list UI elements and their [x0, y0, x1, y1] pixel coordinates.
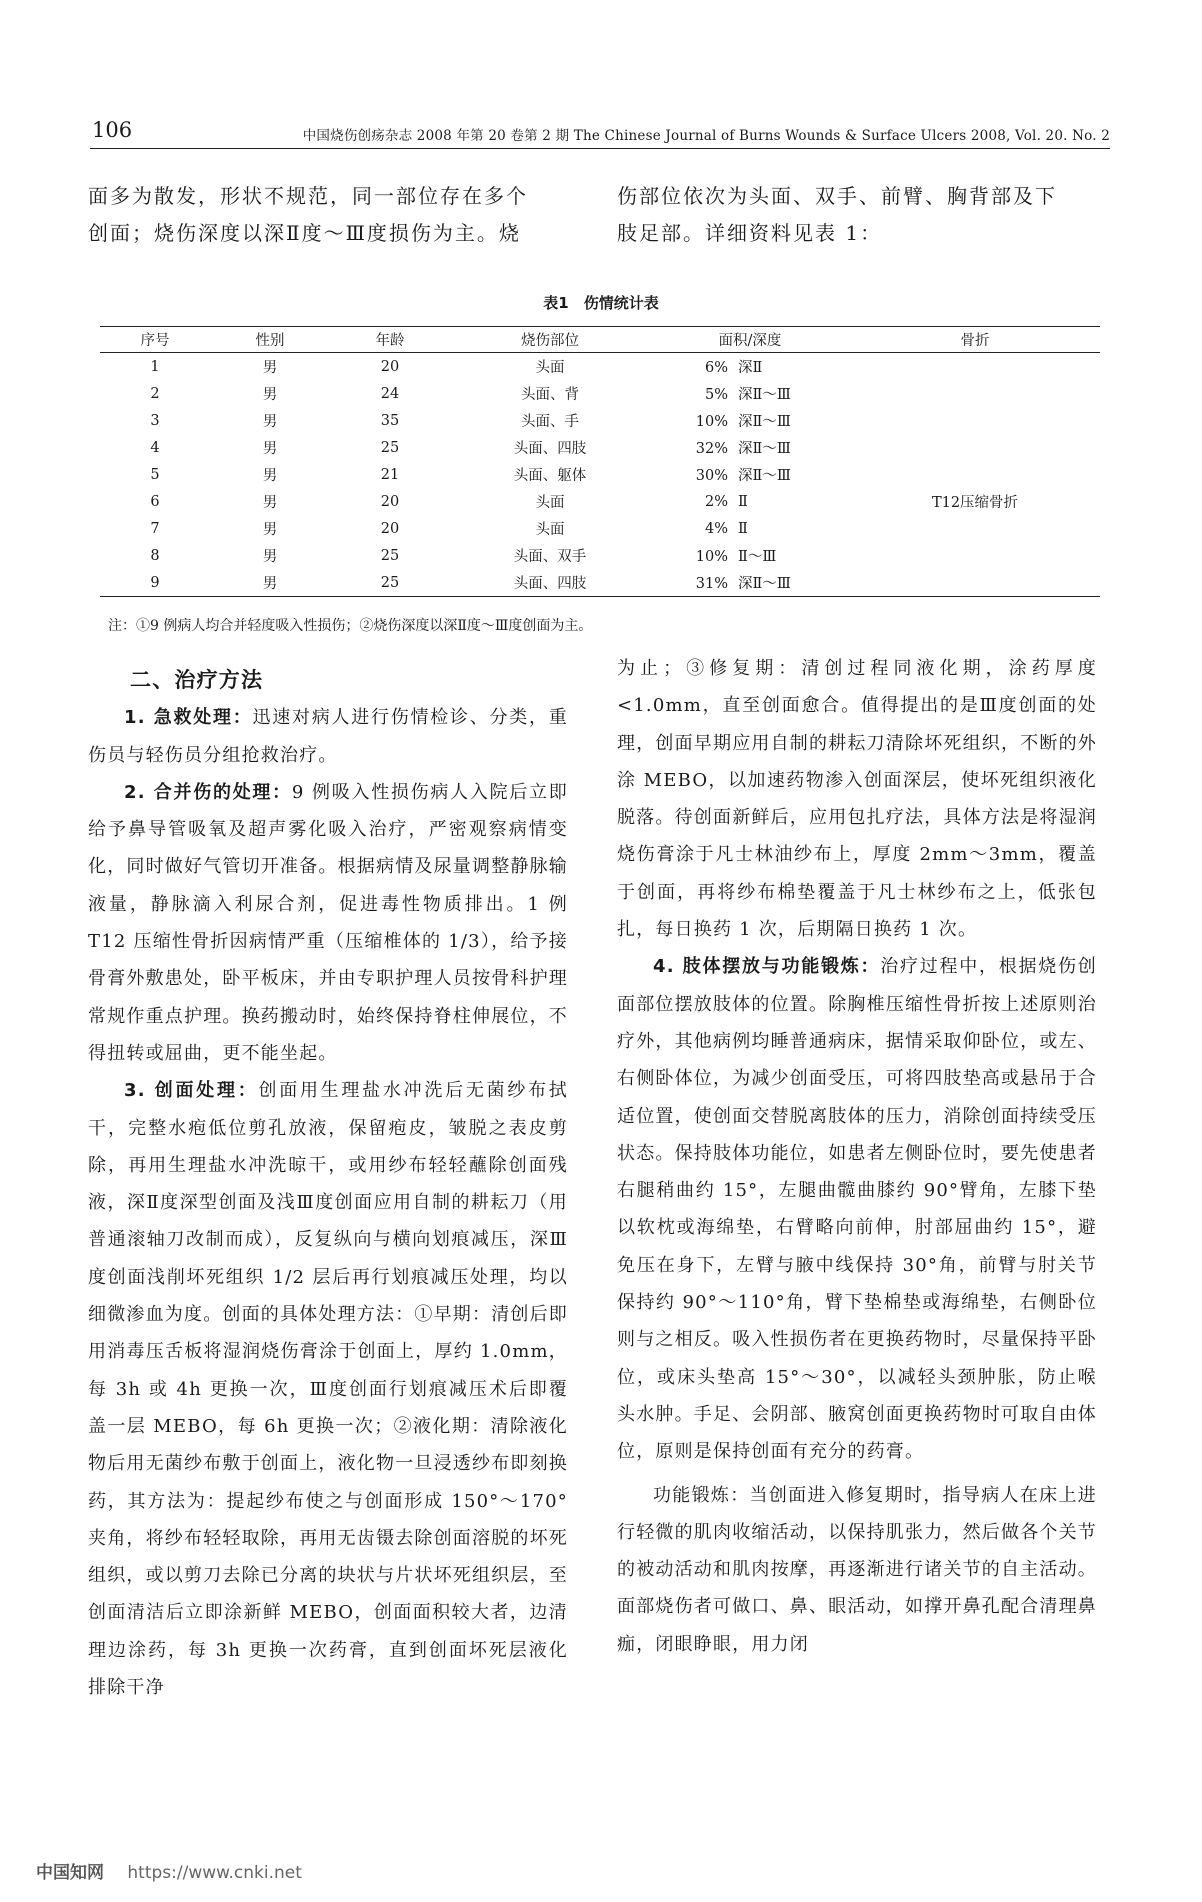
- cell-area-depth: [650, 407, 850, 434]
- cell-fracture: [850, 461, 1100, 488]
- area-value: 31%: [695, 576, 728, 592]
- cell-sex: 男: [262, 360, 278, 376]
- col-header: 烧伤部位: [450, 327, 650, 353]
- cell-area-depth: [650, 488, 850, 515]
- cell-site: 头面、躯体: [513, 468, 587, 484]
- cell-site: 头面、手: [521, 414, 579, 430]
- cell-no: 6: [150, 493, 160, 510]
- depth-value: Ⅱ～Ⅲ: [738, 549, 777, 565]
- injury-stats-table: [100, 326, 1100, 597]
- paragraph-body: 创面用生理盐水冲洗后无菌纱布拭干，完整水疱低位剪孔放液，保留疱皮，皱脱之表皮剪除，再用生理盐水冲洗晾干，或用纱布轻轻蘸除创面残液，深Ⅱ度深型创面及浅Ⅲ度创面应用自制的耕耘刀（用普通滚轴刀改制而成），反复纵向与横向划痕减压，深Ⅲ度创面浅削坏死组织 1/2 层后再行划痕减压处理，均以细微渗血为度。创面的具体处理方法：①早期：清创后即用消毒压舌板将湿润烧伤膏涂于创面上，厚约 1.0mm，每 3h 或 4h 更换一次，Ⅲ度创面行划痕减压术后即覆盖一层 MEBO，每 6h 更换一次；②液化期：清除液化物后用无菌纱布敷于创面上，液化物一旦浸透纱布即刻换药，其方法为：提起纱布使之与创面形成 150°～170°夹角，将纱布轻轻取除，再用无齿镊去除创面溶脱的坏死组织，或以剪刀去除已分离的块状与片状坏死组织层，至创面清洁后立即涂新鲜 MEBO，创面面积较大者，边清理边涂药，每 3h 更换一次药膏，直到创面坏死层液化排除干净: [88, 1080, 569, 1699]
- area-value: 10%: [695, 414, 728, 430]
- cell-age: 25: [380, 547, 400, 564]
- cell-age: 20: [380, 520, 400, 537]
- table-caption: 表1 伤情统计表: [543, 294, 659, 312]
- cell-fracture: [850, 434, 1100, 461]
- area-value: 4%: [704, 520, 728, 537]
- col-header: 年龄: [330, 327, 450, 353]
- paragraph-body: 治疗过程中，根据烧伤创面部位摆放肢体的位置。除胸椎压缩性骨折按上述原则治疗外，其他病例均睡普通病床，据情采取仰卧位，或左、右侧卧体位，为减少创面受压，可将四肢垫高或悬吊于合适位置，使创面交替脱离肢体的压力，消除创面持续受压状态。保持肢体功能位，如患者左侧卧位时，要先使患者右腿稍曲约 15°，左腿曲髋曲膝约 90°臂角，左膝下垫以软枕或海绵垫，右臂略向前伸，肘部屈曲约 15°，避免压在身下，左臂与腋中线保持 30°角，前臂与肘关节保持约 90°～110°角，臂下垫棉垫或海绵垫，右侧卧位则与之相反。吸入性损伤者在更换药物时，尽量保持平卧位，或床头垫高 15°～30°，以减轻头颈肿胀，防止喉头水肿。手足、会阴部、腋窝创面更换药物时可取自由体位，原则是保持创面有充分的药膏。: [617, 956, 1098, 1463]
- cell-age: 20: [380, 493, 400, 510]
- col-header: 序号: [100, 327, 210, 353]
- cell-site: 头面: [535, 495, 565, 511]
- depth-value: 深Ⅱ～Ⅲ: [738, 387, 791, 403]
- cell-site: 头面、背: [521, 387, 579, 403]
- paragraph: [88, 1072, 568, 1706]
- col-header: 骨折: [850, 327, 1100, 353]
- cell-area-depth: [650, 434, 850, 461]
- paragraph-heading: 1. 急救处理：: [124, 707, 253, 729]
- cell-sex: 男: [262, 387, 278, 403]
- running-header: [90, 118, 1110, 149]
- cell-age: 35: [380, 412, 400, 429]
- cell-fracture: [850, 380, 1100, 407]
- paragraph-body: 9 例吸入性损伤病人入院后立即给予鼻导管吸氧及超声雾化吸入治疗，严密观察病情变化，同时做好气管切开准备。根据病情及尿量调整静脉输液量，静脉滴入利尿合剂，促进毒性物质排出。1 例 T12 压缩性骨折因病情严重（压缩椎体的 1/3），给予接骨膏外敷患处，卧平板床，并由专职护理人员按骨科护理常规作重点护理。换药搬动时，始终保持脊柱伸展位，不得扭转或屈曲，更不能坐起。: [88, 781, 568, 1064]
- table-note: 注：①9 例病人均合并轻度吸入性损伤；②烧伤深度以深Ⅱ度～Ⅲ度创面为主。: [108, 618, 593, 634]
- depth-value: 深Ⅱ: [738, 360, 763, 376]
- page-number: 106: [92, 118, 133, 142]
- paragraph: [88, 774, 568, 1072]
- cell-sex: 男: [262, 549, 278, 565]
- cell-no: 4: [150, 439, 160, 456]
- cell-fracture: [850, 542, 1100, 569]
- cell-no: 2: [150, 385, 160, 402]
- cell-no: 9: [150, 574, 160, 591]
- table-row: [100, 542, 1100, 569]
- paragraph-heading: 2. 合并伤的处理：: [124, 781, 292, 803]
- cell-age: 20: [380, 358, 400, 375]
- intro-left: [88, 178, 568, 252]
- depth-value: 深Ⅱ～Ⅲ: [738, 468, 791, 484]
- cell-site: 头面: [535, 360, 565, 376]
- footer-url[interactable]: https://www.cnki.net: [127, 1863, 302, 1883]
- right-column: [617, 650, 1097, 1663]
- table-row: [100, 461, 1100, 488]
- cell-age: 25: [380, 574, 400, 591]
- table-row: [100, 407, 1100, 434]
- col-header: 性别: [210, 327, 330, 353]
- cell-no: 1: [150, 358, 160, 375]
- cell-fracture: T12压缩骨折: [931, 495, 1019, 511]
- area-value: 2%: [704, 493, 728, 510]
- table-row: [100, 380, 1100, 407]
- area-value: 6%: [704, 360, 728, 376]
- depth-value: Ⅱ: [738, 493, 748, 510]
- cell-sex: 男: [262, 414, 278, 430]
- journal-title: 中国烧伤创疡杂志 2008 年第 20 卷第 2 期 The Chinese Journal of Burns Wounds & Surface Ulcers 2008, Vol. 20. No. 2: [302, 128, 1110, 144]
- area-value: 10%: [695, 549, 728, 565]
- intro-line: 肢足部。详细资料见表 1：: [617, 221, 883, 245]
- cell-sex: 男: [262, 522, 278, 538]
- cell-area-depth: [650, 380, 850, 407]
- intro-line: 创面；烧伤深度以深Ⅱ度～Ⅲ度损伤为主。烧: [88, 221, 521, 245]
- cnki-logo: 中国知网: [36, 1863, 104, 1883]
- intro-line: 面多为散发，形状不规范，同一部位存在多个: [88, 184, 528, 208]
- footer-watermark: [36, 1858, 302, 1883]
- cell-fracture: [850, 515, 1100, 542]
- cell-area-depth: [650, 353, 850, 381]
- paragraph: [617, 948, 1097, 1470]
- cell-age: 21: [380, 466, 400, 483]
- cell-no: 7: [150, 520, 160, 537]
- table-row: [100, 569, 1100, 597]
- paragraph-heading: 4. 肢体摆放与功能锻炼：: [653, 956, 881, 978]
- depth-value: 深Ⅱ～Ⅲ: [738, 441, 791, 457]
- paragraph: [88, 699, 568, 774]
- cell-site: 头面、四肢: [513, 576, 587, 592]
- area-value: 30%: [695, 468, 728, 484]
- table-row: [100, 515, 1100, 542]
- table-row: [100, 353, 1100, 381]
- cell-area-depth: [650, 542, 850, 569]
- intro-right: [617, 178, 1097, 252]
- section-title: 二、治疗方法: [130, 668, 264, 692]
- paragraph-body: 迅速对病人进行伤情检诊、分类，重伤员与轻伤员分组抢救治疗。: [88, 707, 569, 766]
- paragraph: 为止；③修复期：清创过程同液化期，涂药厚度<1.0mm，直至创面愈合。值得提出的是Ⅲ度创面的处理，创面早期应用自制的耕耘刀清除坏死组织，不断的外涂 MEBO，以加速药物渗入创面深层，使坏死组织液化脱落。待创面新鲜后，应用包扎疗法，具体方法是将湿润烧伤膏涂于凡士林油纱布上，厚度 2mm～3mm，覆盖于创面，再将纱布棉垫覆盖于凡士林纱布之上，低张包扎，每日换药 1 次，后期隔日换药 1 次。: [617, 658, 1097, 941]
- table-row: [100, 488, 1100, 515]
- cell-age: 24: [380, 385, 400, 402]
- cell-site: 头面、双手: [513, 549, 587, 565]
- depth-value: 深Ⅱ～Ⅲ: [738, 414, 791, 430]
- area-value: 32%: [695, 441, 728, 457]
- paragraph-heading: 3. 创面处理：: [124, 1080, 259, 1102]
- cell-sex: 男: [262, 576, 278, 592]
- cell-sex: 男: [262, 495, 278, 511]
- area-value: 5%: [704, 387, 728, 403]
- table-header-row: [100, 327, 1100, 353]
- cell-no: 8: [150, 547, 160, 564]
- depth-value: 深Ⅱ～Ⅲ: [738, 576, 791, 592]
- cell-fracture: [850, 353, 1100, 381]
- cell-sex: 男: [262, 468, 278, 484]
- cell-site: 头面、四肢: [513, 441, 587, 457]
- cell-fracture: [850, 569, 1100, 597]
- cell-area-depth: [650, 569, 850, 597]
- cell-fracture: [850, 407, 1100, 434]
- cell-area-depth: [650, 515, 850, 542]
- paragraph: 功能锻炼：当创面进入修复期时，指导病人在床上进行轻微的肌肉收缩活动，以保持肌张力，然后做各个关节的被动活动和肌肉按摩，再逐渐进行诸关节的自主活动。面部烧伤者可做口、鼻、眼活动，如撑开鼻孔配合清理鼻痂，闭眼睁眼，用力闭: [617, 1484, 1097, 1655]
- table-row: [100, 434, 1100, 461]
- left-column: [88, 660, 568, 1706]
- cell-site: 头面: [535, 522, 565, 538]
- cell-sex: 男: [262, 441, 278, 457]
- cell-no: 5: [150, 466, 160, 483]
- intro-line: 伤部位依次为头面、双手、前臂、胸背部及下: [617, 184, 1057, 208]
- depth-value: Ⅱ: [738, 520, 748, 537]
- cell-no: 3: [150, 412, 160, 429]
- cell-area-depth: [650, 461, 850, 488]
- col-header: 面积/深度: [650, 327, 850, 353]
- cell-age: 25: [380, 439, 400, 456]
